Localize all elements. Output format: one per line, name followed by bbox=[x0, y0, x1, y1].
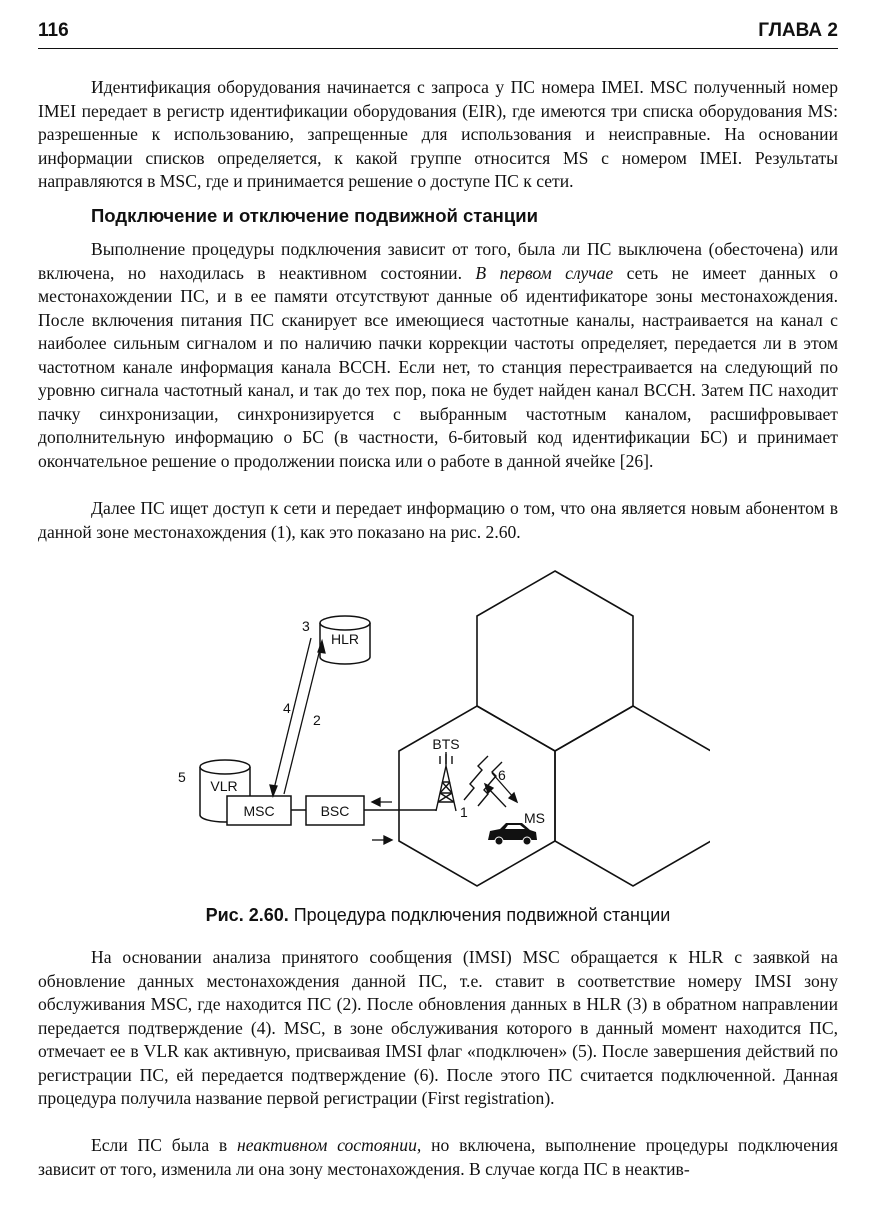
italic-span: В первом случае bbox=[475, 262, 614, 283]
paragraph-registration: На основании анализа принятого сообщения (IMSI) MSC обращается к HLR с заявкой на обновление данных местонахождения данной ПС, т.е. ставит в соответствие номеру IMSI зону обслуживания MSC, где находится ПС (2). После обновления данных в HLR (3) в обратном направлении передается подтверждение (4). MSC, в зоне обслуживания которого в данный момент находится ПС, отмечает ее в VLR как активную, присваивая IMSI флаг «подключен» (5). После завершения действий по регистрации ПС, ей передается подтверждение (6). После этого ПС считается подключенной. Данная процедура получила название первой регистрации (First registration). bbox=[38, 947, 838, 1108]
text-span: сеть не имеет данных о местонахождении ПС, и в ее памяти отсутствуют данные об идентификаторе зоны местонахождения. После включения питания ПС сканирует все имеющиеся частотные каналы, настраивается на канал с наиболее сильным сигналом и по наличию пачки коррекции частоты определяет, передается ли в этом частотном канале информация канала BCCH. Если нет, то станция перестраивается на следующий по уровню сигнала частотный канал, и так до тех пор, пока не будет найден канал BCCH. Затем ПС находит пачку синхронизации, синхронизируется с выбранным частотным каналом, расшифровывает дополнительную информацию о БС (в частности, 6-битовый код идентификации БС) и принимает окончательное решение о продолжении поиска или о работе в данной ячейке [26]. bbox=[38, 262, 839, 471]
hexagon-cells bbox=[399, 571, 710, 886]
arrowhead-4 bbox=[270, 785, 277, 796]
bsc-label: BSC bbox=[320, 803, 350, 819]
antenna-elements bbox=[440, 754, 452, 764]
caption-label: Рис. 2.60. bbox=[205, 905, 289, 925]
italic-span: неактивном состоянии, bbox=[237, 1135, 422, 1155]
step-1-label: 1 bbox=[460, 804, 468, 820]
figure-caption bbox=[0, 905, 876, 926]
step-3-label: 3 bbox=[302, 618, 310, 634]
page-number: 116 bbox=[38, 20, 69, 41]
radio-link-zigzags bbox=[464, 756, 502, 806]
paragraph-attach-procedure bbox=[38, 238, 838, 473]
chapter-title: ГЛАВА 2 bbox=[758, 20, 838, 41]
bsc-box bbox=[306, 796, 364, 825]
ms-label: MS bbox=[524, 810, 545, 826]
msc-label: MSC bbox=[243, 803, 275, 819]
step-4-label: 4 bbox=[283, 700, 291, 716]
text-span: Если ПС была в bbox=[91, 1135, 238, 1155]
caption-text: Процедура подключения подвижной станции bbox=[288, 905, 671, 925]
vlr-label: VLR bbox=[210, 778, 238, 794]
tower-legs bbox=[436, 766, 456, 811]
step-5-label: 5 bbox=[178, 769, 186, 785]
tower-cross bbox=[438, 782, 454, 802]
hex-cell-left bbox=[399, 706, 555, 886]
section-heading: Подключение и отключение подвижной станции bbox=[91, 205, 538, 226]
arrowhead-left bbox=[372, 798, 380, 806]
bts-label: BTS bbox=[432, 736, 460, 752]
step-2-label: 2 bbox=[313, 712, 321, 728]
text-span: но включена, выполнение процедуры подключения зависит от того, изменила ли она зону местонахождения. В случае когда ПС в неактив- bbox=[38, 1135, 838, 1179]
hlr-label: HLR bbox=[330, 631, 360, 647]
msc-box bbox=[227, 796, 291, 825]
figure-2-60 bbox=[170, 560, 710, 895]
step-6-label: 6 bbox=[498, 767, 506, 783]
paragraph-access-request: Далее ПС ищет доступ к сети и передает информацию о том, что она является новым абонентом в данной зоне местонахождения (1), как это показано на рис. 2.60. bbox=[38, 498, 838, 542]
paragraph-imei: Идентификация оборудования начинается с запроса у ПС номера IMEI. MSC полученный номер IMEI передает в регистр идентификации оборудования (EIR), где имеются три списка оборудования MS: разрешенные к использованию, запрещенные для использования и неисправные. На основании информации списков определяется, к какой группе относится MS с номером IMEI. Результаты направляются в MSC, где и принимается решение о доступе ПС к сети. bbox=[38, 77, 838, 191]
hex-cell-top bbox=[477, 571, 633, 751]
arrow-4 bbox=[273, 638, 311, 793]
page-header bbox=[38, 18, 838, 49]
zigzag-1 bbox=[464, 756, 488, 800]
arrowhead-right bbox=[384, 836, 392, 844]
bsc-side-arrows bbox=[372, 798, 392, 844]
car-icon bbox=[488, 823, 537, 845]
paragraph-inactive-state bbox=[38, 1134, 838, 1181]
text-span: Выполнение процедуры подключения зависит от того, была ли ПС выключена (обесточена) или включена, но находилась в неактивном состоянии. bbox=[38, 239, 838, 283]
hlr-database bbox=[320, 616, 370, 664]
hex-cell-right bbox=[555, 706, 710, 886]
bts-tower bbox=[436, 752, 456, 811]
